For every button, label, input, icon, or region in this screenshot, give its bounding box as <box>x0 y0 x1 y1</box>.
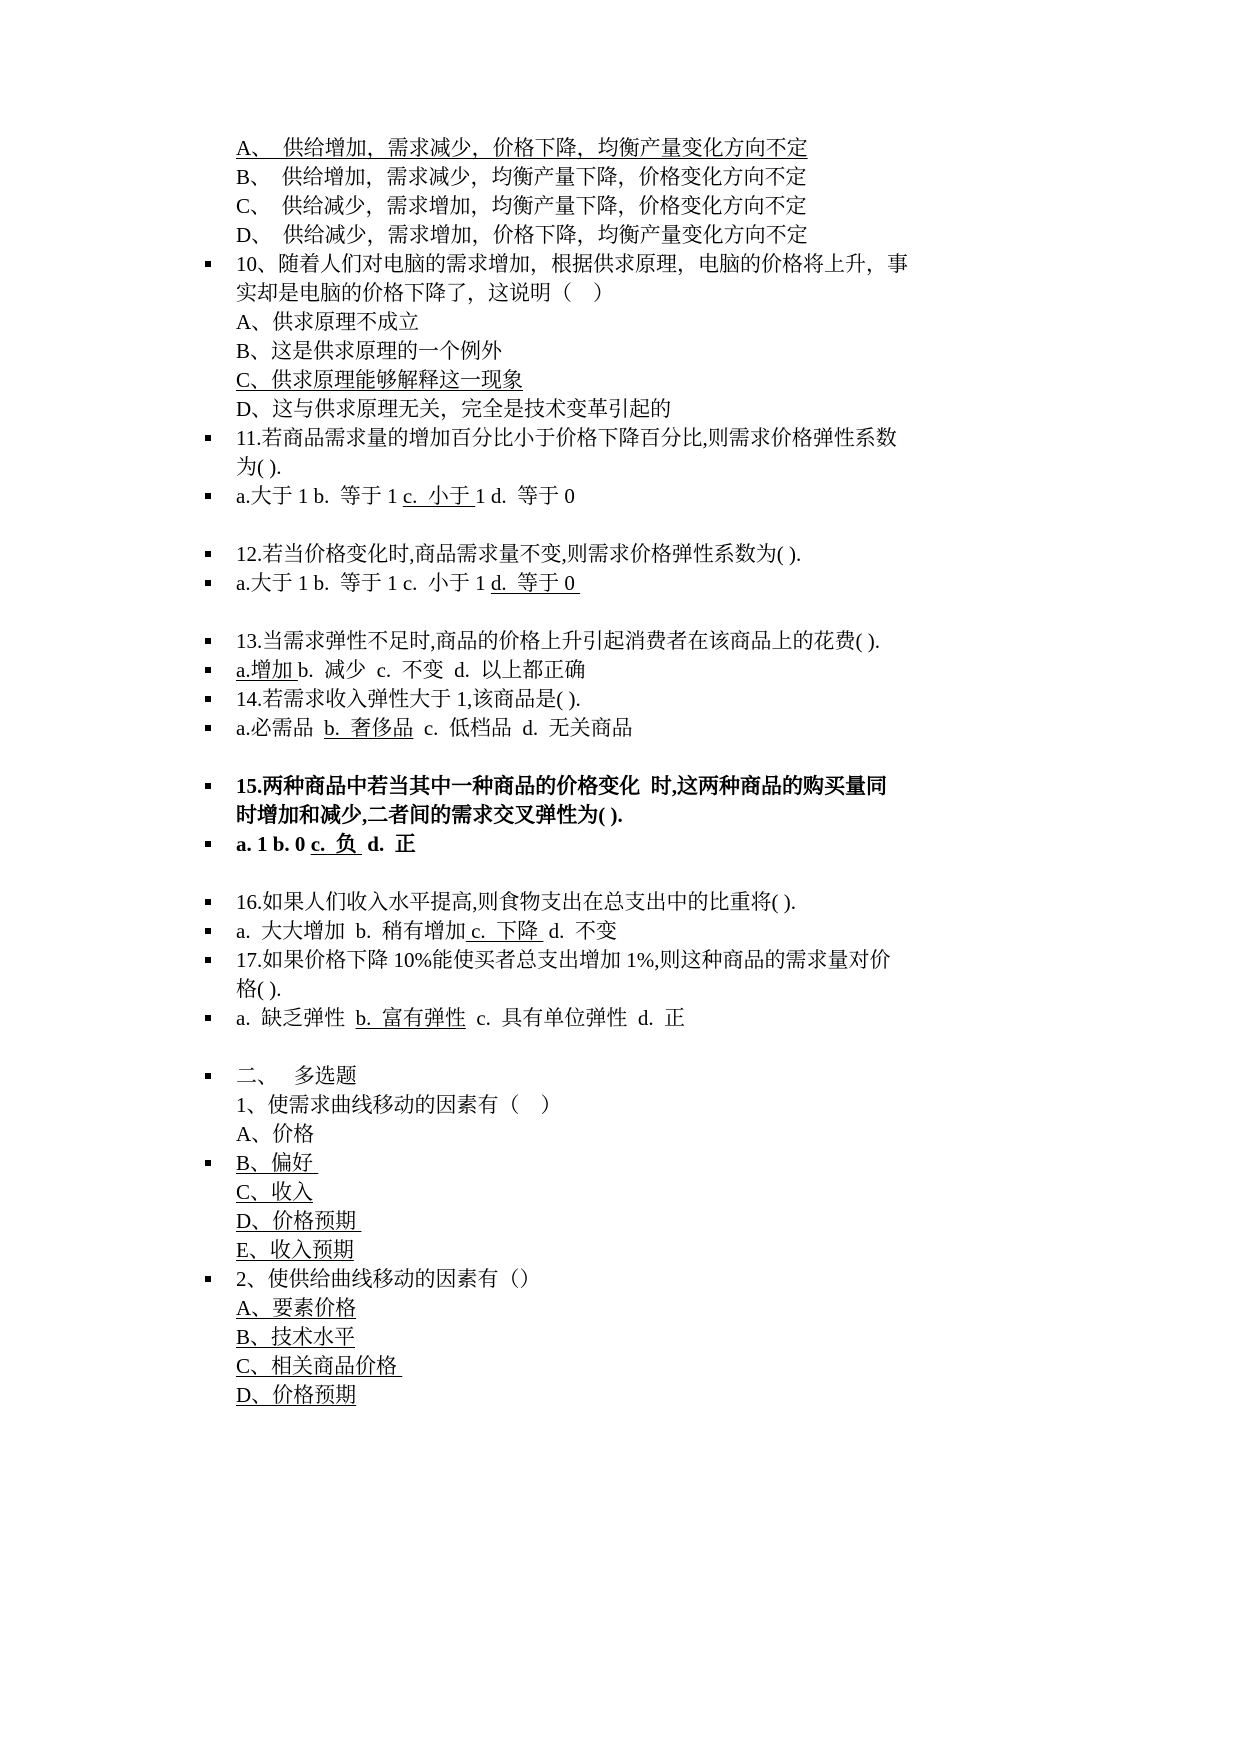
bulleted-line <box>236 424 1136 453</box>
underlined-answer: a.增加 <box>236 658 298 682</box>
bullet-marker <box>205 1160 211 1166</box>
text-line <box>236 1294 1136 1323</box>
text-line <box>236 1178 1136 1207</box>
underlined-answer: b. 奢侈品 <box>324 716 414 740</box>
text-line <box>236 1381 1136 1410</box>
underlined-answer: B、技术水平 <box>236 1325 356 1349</box>
text-segment: a. 1 b. 0 <box>236 832 311 856</box>
text-segment: A、供求原理不成立 <box>236 310 420 334</box>
text-line <box>236 279 1136 308</box>
underlined-answer: c. 小于 <box>402 484 476 508</box>
text-line <box>236 366 1136 395</box>
text-segment: 实却是电脑的价格下降了，这说明（ ） <box>236 281 614 305</box>
text-segment: a.大于 1 b. 等于 1 <box>236 484 403 508</box>
underlined-answer: D、价格预期 <box>236 1209 362 1233</box>
text-line <box>236 1120 1136 1149</box>
blank-line <box>236 1033 1136 1062</box>
document-body <box>236 134 1136 1410</box>
underlined-answer: C、收入 <box>236 1180 314 1204</box>
underlined-answer: A、要素价格 <box>236 1296 357 1320</box>
bulleted-line <box>236 714 1136 743</box>
bullet-marker <box>205 696 211 702</box>
bulleted-line <box>236 917 1136 946</box>
text-line <box>236 801 1136 830</box>
bullet-marker <box>205 493 211 499</box>
text-line <box>236 163 1136 192</box>
text-segment: 1、使需求曲线移动的因素有（ ） <box>236 1093 562 1117</box>
underlined-answer: c. 负 <box>310 832 363 856</box>
bulleted-line <box>236 1004 1136 1033</box>
bullet-marker <box>205 435 211 441</box>
underlined-answer: C、相关商品价格 <box>236 1354 403 1378</box>
text-segment: C、 供给减少，需求增加，均衡产量下降，价格变化方向不定 <box>236 194 807 218</box>
text-segment: 2、使供给曲线移动的因素有（） <box>236 1267 541 1291</box>
text-segment: 1 d. 等于 0 <box>475 484 575 508</box>
bulleted-line <box>236 540 1136 569</box>
text-line <box>236 308 1136 337</box>
text-segment: 二、 多选题 <box>236 1064 357 1088</box>
bulleted-line <box>236 569 1136 598</box>
text-segment: d. 正 <box>362 832 416 856</box>
bulleted-line <box>236 685 1136 714</box>
text-line <box>236 1091 1136 1120</box>
text-segment: 为( ). <box>236 455 282 479</box>
text-segment: c. 低档品 d. 无关商品 <box>413 716 633 740</box>
text-segment: 16.如果人们收入水平提高,则食物支出在总支出中的比重将( ). <box>236 890 796 914</box>
underlined-answer: B、偏好 <box>236 1151 319 1175</box>
underlined-answer: D、价格预期 <box>236 1383 357 1407</box>
blank-line <box>236 598 1136 627</box>
underlined-answer: d. 等于 0 <box>490 571 581 595</box>
underlined-answer: b. 富有弹性 <box>355 1006 466 1030</box>
underlined-answer: C、供求原理能够解释这一现象 <box>236 368 524 392</box>
text-line <box>236 1323 1136 1352</box>
bulleted-line <box>236 1265 1136 1294</box>
underlined-answer: A、 供给增加，需求减少，价格下降，均衡产量变化方向不定 <box>236 136 808 160</box>
bullet-marker <box>205 551 211 557</box>
bullet-marker <box>205 725 211 731</box>
bulleted-line <box>236 830 1136 859</box>
bullet-marker <box>205 783 211 789</box>
underlined-answer: E、收入预期 <box>236 1238 354 1262</box>
blank-line <box>236 743 1136 772</box>
text-line <box>236 134 1136 163</box>
text-segment: b. 减少 c. 不变 d. 以上都正确 <box>297 658 586 682</box>
bullet-marker <box>205 1276 211 1282</box>
bullet-marker <box>205 899 211 905</box>
text-line <box>236 1352 1136 1381</box>
bulleted-line <box>236 888 1136 917</box>
underlined-answer: c. 下降 <box>465 919 544 943</box>
text-segment: B、这是供求原理的一个例外 <box>236 339 503 363</box>
text-segment: a.大于 1 b. 等于 1 c. 小于 1 <box>236 571 491 595</box>
text-segment: D、 供给减少，需求增加，价格下降，均衡产量变化方向不定 <box>236 223 808 247</box>
text-segment: c. 具有单位弹性 d. 正 <box>465 1006 686 1030</box>
text-segment: 13.当需求弹性不足时,商品的价格上升引起消费者在该商品上的花费( ). <box>236 629 880 653</box>
text-segment: a. 大大增加 b. 稍有增加 <box>236 919 466 943</box>
text-segment: 14.若需求收入弹性大于 1,该商品是( ). <box>236 687 581 711</box>
bullet-marker <box>205 261 211 267</box>
bulleted-line <box>236 1062 1136 1091</box>
text-segment: D、这与供求原理无关，完全是技术变革引起的 <box>236 397 672 421</box>
text-segment: 17.如果价格下降 10%能使买者总支出增加 1%,则这种商品的需求量对价 <box>236 948 891 972</box>
text-line <box>236 1207 1136 1236</box>
bullet-marker <box>205 1015 211 1021</box>
text-line <box>236 395 1136 424</box>
bulleted-line <box>236 250 1136 279</box>
text-line <box>236 975 1136 1004</box>
text-segment: a.必需品 <box>236 716 325 740</box>
blank-line <box>236 511 1136 540</box>
bulleted-line <box>236 627 1136 656</box>
bullet-marker <box>205 667 211 673</box>
bulleted-line <box>236 1149 1136 1178</box>
text-segment: 12.若当价格变化时,商品需求量不变,则需求价格弹性系数为( ). <box>236 542 802 566</box>
bullet-marker <box>205 957 211 963</box>
bullet-marker <box>205 638 211 644</box>
bulleted-line <box>236 482 1136 511</box>
text-segment: a. 缺乏弹性 <box>236 1006 356 1030</box>
bullet-marker <box>205 1073 211 1079</box>
text-line <box>236 221 1136 250</box>
text-segment: 11.若商品需求量的增加百分比小于价格下降百分比,则需求价格弹性系数 <box>236 426 897 450</box>
text-line <box>236 453 1136 482</box>
bullet-marker <box>205 928 211 934</box>
text-line <box>236 337 1136 366</box>
text-segment: 10、随着人们对电脑的需求增加，根据供求原理，电脑的价格将上升，事 <box>236 252 908 276</box>
text-segment: 15.两种商品中若当其中一种商品的价格变化 时,这两种商品的购买量同 <box>236 774 887 798</box>
bulleted-line <box>236 656 1136 685</box>
text-line <box>236 192 1136 221</box>
text-segment: 格( ). <box>236 977 282 1001</box>
bullet-marker <box>205 580 211 586</box>
text-segment: B、 供给增加，需求减少，均衡产量下降，价格变化方向不定 <box>236 165 807 189</box>
text-segment: A、价格 <box>236 1122 315 1146</box>
bulleted-line <box>236 946 1136 975</box>
blank-line <box>236 859 1136 888</box>
text-line <box>236 1236 1136 1265</box>
bulleted-line <box>236 772 1136 801</box>
text-segment: 时增加和减少,二者间的需求交叉弹性为( ). <box>236 803 623 827</box>
text-segment: d. 不变 <box>543 919 617 943</box>
bullet-marker <box>205 841 211 847</box>
